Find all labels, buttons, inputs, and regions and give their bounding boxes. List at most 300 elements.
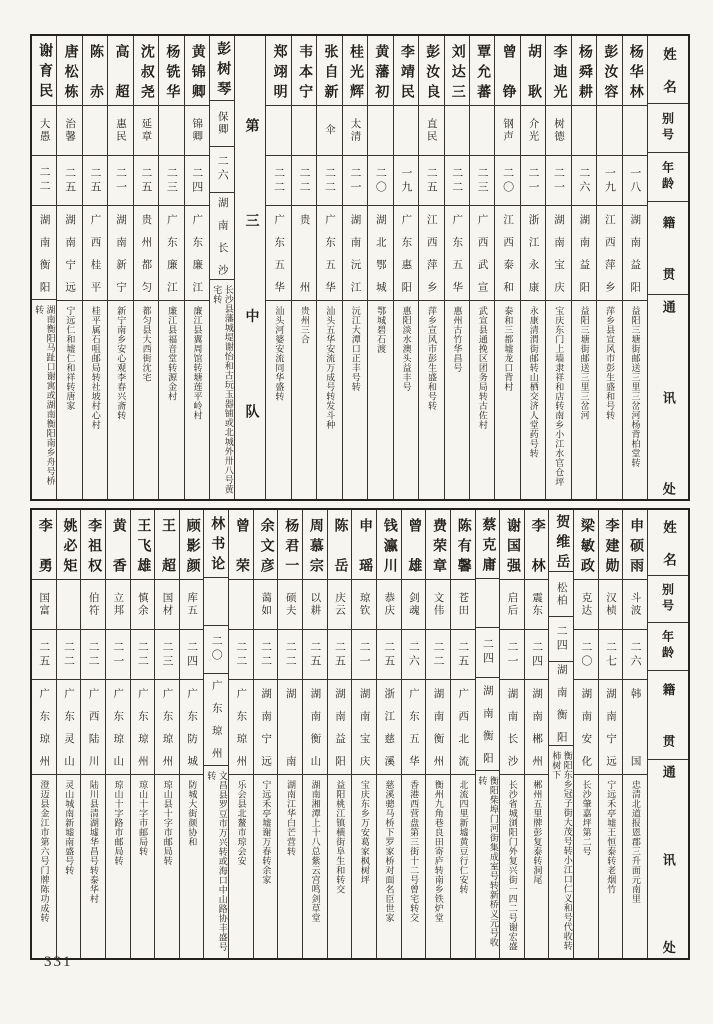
person-native-place: 江西萍乡 [603, 214, 615, 292]
person-alias-cell [402, 580, 426, 630]
person-address: 都匀县大西街沈宅 [141, 306, 152, 382]
person-column [499, 510, 524, 958]
person-native-place: 广西陆川 [87, 688, 99, 766]
person-age: 二二 [450, 166, 463, 195]
person-native-place: 广东五华 [273, 214, 285, 292]
header-cell-age [648, 623, 688, 670]
person-age-cell [57, 630, 81, 680]
person-age: 二五 [37, 640, 50, 669]
roster-table-lower [30, 508, 690, 960]
person-name-cell [599, 510, 623, 580]
person-native-place: 广东五华 [451, 214, 463, 292]
person-address: 忠清北道报恩郡三升面元南里 [630, 780, 641, 904]
person-age-cell [81, 630, 105, 680]
person-native-place: 湖南宁远 [64, 214, 76, 292]
person-address-cell [451, 775, 475, 958]
table-header-column [647, 36, 688, 499]
person-column [598, 510, 623, 958]
person-native-place: 广西桂平 [89, 214, 101, 292]
person-column [154, 510, 179, 958]
person-alias: 慎余 [136, 592, 148, 617]
person-age: 二〇 [210, 635, 223, 664]
person-address: 陆川县清湖墟华昌号转泰华村 [88, 780, 99, 904]
roster-table-upper [30, 34, 690, 501]
person-column [548, 510, 573, 958]
person-alias: 斗波 [629, 592, 641, 617]
person-address-cell [204, 766, 228, 958]
person-column [253, 510, 278, 958]
person-native-place: 湖南沅江 [349, 214, 361, 292]
person-native-place: 湖南宝庆 [552, 214, 564, 292]
person-age-cell [106, 630, 130, 680]
person-native-place: 湖南长沙 [216, 196, 228, 275]
person-address: 慈溪骢马桥下罗家桥对面名臣世家 [384, 780, 395, 923]
person-name: 曾荣 [233, 517, 249, 572]
person-native-place-cell [599, 680, 623, 775]
person-column [133, 36, 158, 499]
person-native-place-cell [352, 680, 376, 775]
person-native-place-cell [32, 206, 56, 301]
person-address: 汕头五华安流万成号转发斗种 [325, 306, 336, 430]
person-native-place: 广东琼州 [235, 688, 247, 766]
person-address-cell [521, 301, 545, 499]
person-native-place-cell [623, 680, 647, 775]
person-alias-cell [495, 106, 519, 156]
person-address-cell [419, 301, 443, 499]
person-native-place: 湖南新宁 [114, 214, 126, 292]
person-age: 二一 [527, 166, 540, 195]
person-age-cell [470, 156, 494, 206]
person-address: 衡州九角巷良田寄庐转南乡铁炉堂 [433, 780, 444, 923]
person-column [444, 36, 469, 499]
person-age-cell [597, 156, 621, 206]
person-alias-cell [623, 580, 647, 630]
person-name: 陈赤 [88, 43, 104, 98]
person-age-cell [108, 156, 132, 206]
person-age: 二六 [407, 640, 420, 669]
person-name: 杨铣华 [164, 43, 180, 98]
person-native-place-cell [210, 193, 234, 281]
person-age: 二〇 [501, 166, 514, 195]
person-name-cell [57, 510, 81, 580]
person-address-cell [57, 775, 81, 958]
person-address-cell [343, 301, 367, 499]
person-address: 乐会县北鳌市琼会安 [236, 780, 247, 866]
person-address: 澄迈县金江市第六号门牌陈功成转 [39, 780, 50, 923]
person-column [351, 510, 376, 958]
person-address: 防城大街颜协和 [187, 780, 198, 847]
person-column [228, 510, 253, 958]
person-alias-cell [229, 580, 253, 630]
person-name: 陈有馨 [455, 517, 471, 572]
person-age: 二七 [604, 640, 617, 669]
person-name: 王超 [160, 517, 175, 572]
person-address-cell [328, 775, 352, 958]
person-age: 二二 [259, 640, 272, 669]
person-age-cell [599, 630, 623, 680]
person-name-cell [32, 36, 56, 106]
person-address: 湖南湘潭上十八总紫云宫鸣剑草堂 [310, 780, 321, 923]
person-name: 刘达三 [449, 43, 465, 98]
person-address: 宁远禾亭墟谢万春转余家 [261, 780, 272, 885]
person-column [105, 510, 130, 958]
person-alias-cell [83, 106, 107, 156]
person-age: 二二 [298, 166, 311, 195]
person-age: 二五 [425, 166, 438, 195]
person-address-cell [292, 301, 316, 499]
person-alias-cell [155, 580, 179, 630]
person-native-place-cell [500, 680, 524, 775]
person-native-place: 广东惠阳 [400, 214, 412, 292]
person-name-cell [521, 36, 545, 106]
header-cell-address [648, 760, 688, 958]
page-number: 331 [44, 954, 73, 970]
person-native-place-cell [445, 206, 469, 301]
person-address: 桂平属石咀邮局转社坡村心村 [90, 306, 101, 430]
person-name: 杨君一 [283, 517, 299, 572]
person-age-cell [266, 156, 290, 206]
person-address-cell [402, 775, 426, 958]
person-name-cell [525, 510, 549, 580]
person-age-cell [394, 156, 418, 206]
person-alias-cell [377, 580, 401, 630]
person-alias: 钢声 [502, 118, 514, 143]
person-native-place-cell [159, 206, 183, 301]
person-native-place-cell [623, 206, 647, 301]
person-alias: 松柏 [555, 581, 567, 607]
person-name-cell [180, 510, 204, 580]
person-name: 高超 [113, 43, 129, 98]
person-column [342, 36, 367, 499]
header-label-address: 通讯处 [660, 765, 676, 954]
person-name: 杨舜耕 [576, 43, 592, 98]
person-native-place: 广东琼山 [112, 688, 124, 766]
person-column [450, 510, 475, 958]
person-column [425, 510, 450, 958]
person-age-cell [292, 156, 316, 206]
person-address-cell [303, 775, 327, 958]
person-address: 文昌县罗豆市万兴转或海口中山路协丰盛号转 [206, 770, 228, 952]
person-address: 宁远禾亭墟王恒泰转老烟竹 [606, 780, 617, 894]
person-name-cell [106, 510, 130, 580]
person-alias: 伞 [324, 124, 336, 137]
person-alias-cell [352, 580, 376, 630]
person-name: 胡耿 [526, 43, 542, 98]
person-native-place: 湖南衡山 [309, 688, 321, 766]
person-native-place: 广东五华 [324, 214, 336, 292]
person-column [277, 510, 302, 958]
person-column [179, 510, 204, 958]
person-age-cell [445, 156, 469, 206]
person-name: 李建勋 [603, 517, 619, 572]
person-native-place: 湖南宁远 [260, 688, 272, 766]
person-age: 二四 [185, 640, 198, 669]
person-address-cell [368, 301, 392, 499]
person-address: 北流四里新墟黄豆行仁安转 [458, 780, 469, 894]
person-native-place-cell [476, 678, 500, 772]
person-age: 二二 [284, 640, 297, 669]
person-native-place-cell [470, 206, 494, 301]
person-address-cell [106, 775, 130, 958]
person-age-cell [185, 156, 209, 206]
person-alias-cell [134, 106, 158, 156]
person-alias-cell [303, 580, 327, 630]
person-alias: 启后 [506, 592, 518, 617]
person-age: 二〇 [374, 166, 387, 195]
header-label-address: 通讯处 [660, 299, 676, 495]
person-alias: 保卿 [216, 110, 228, 136]
person-address: 郴州五里牌彭复泰转洞尾 [532, 780, 543, 885]
person-alias: 震东 [531, 592, 543, 617]
header-cell-alias [648, 576, 688, 623]
person-native-place-cell [572, 206, 596, 301]
person-name-cell [623, 36, 647, 106]
person-address: 惠阳淡水澳头益丰号 [401, 306, 412, 392]
person-address-cell [159, 301, 183, 499]
person-alias-cell [572, 106, 596, 156]
person-address: 益阳三塘街邮送三里三岔河杨背柏堂转 [630, 306, 641, 468]
person-native-place: 广西北流 [457, 688, 469, 766]
person-native-place: 湖南宝庆 [358, 688, 370, 766]
person-age-cell [574, 630, 598, 680]
person-age-cell [419, 156, 443, 206]
person-alias: 伯符 [87, 592, 99, 617]
person-name-cell [476, 510, 500, 579]
person-name: 覃允蕃 [475, 43, 491, 98]
person-address-cell [445, 301, 469, 499]
person-age: 二五 [382, 640, 395, 669]
person-name-cell [546, 36, 570, 106]
person-address: 衡阳柴埠门河街集成室号转新桥义元号收转 [477, 776, 499, 948]
person-name-cell [426, 510, 450, 580]
person-name: 林书论 [209, 516, 225, 571]
person-name: 王飞雄 [135, 517, 151, 572]
person-age: 二六 [629, 640, 642, 669]
person-native-place-cell [525, 680, 549, 775]
person-name-cell [254, 510, 278, 580]
person-name: 桂光辉 [347, 43, 363, 98]
person-column [82, 36, 107, 499]
person-alias: 庆云 [333, 592, 345, 617]
person-native-place-cell [328, 680, 352, 775]
header-label-alias: 别号 [660, 583, 675, 616]
person-name: 蔡克庸 [480, 516, 496, 571]
person-address-cell [81, 775, 105, 958]
person-name-cell [57, 36, 81, 106]
person-alias-cell [549, 572, 573, 617]
person-native-place-cell [317, 206, 341, 301]
person-name: 李迪光 [551, 43, 567, 98]
person-native-place-cell [546, 206, 570, 301]
person-alias-cell [32, 580, 56, 630]
person-name-cell [292, 36, 316, 106]
person-age-cell [180, 630, 204, 680]
person-native-place: 湖南益阳 [629, 214, 641, 292]
person-age: 一八 [628, 166, 641, 195]
squad-divider-label: 第三中队 [243, 117, 259, 418]
person-column [291, 36, 316, 499]
person-age: 二五 [308, 640, 321, 669]
person-address: 贵州三合 [299, 306, 310, 344]
person-native-place: 湖北鄂城 [374, 214, 386, 292]
person-native-place-cell [81, 680, 105, 775]
person-address-cell [377, 775, 401, 958]
person-address-cell [495, 301, 519, 499]
person-column [302, 510, 327, 958]
person-age: 二三 [165, 166, 178, 195]
person-address: 琼山县十字市邮局转 [162, 780, 173, 866]
person-address: 惠州古竹华昌号 [452, 306, 463, 373]
person-alias: 蔼如 [260, 592, 272, 617]
person-address-cell [185, 301, 209, 499]
person-name: 李靖民 [398, 43, 414, 98]
person-address-cell [500, 775, 524, 958]
person-address-cell [229, 775, 253, 958]
person-age-cell [549, 617, 573, 662]
person-column [316, 36, 341, 499]
person-age: 二二 [234, 640, 247, 669]
person-native-place: 湖南衡阳 [481, 684, 493, 763]
person-address-cell [525, 775, 549, 958]
person-column [494, 36, 519, 499]
person-native-place: 江西泰和 [502, 214, 514, 292]
person-alias-cell [368, 106, 392, 156]
person-column [158, 36, 183, 499]
person-alias-cell [106, 580, 130, 630]
person-column [524, 510, 549, 958]
person-name: 彭树琴 [215, 40, 231, 95]
person-name-cell [204, 510, 228, 578]
person-native-place: 湖南衡阳 [38, 213, 50, 292]
person-column [203, 510, 228, 958]
person-age: 二一 [358, 640, 371, 669]
person-age-cell [495, 156, 519, 206]
person-column [376, 510, 401, 958]
person-age: 二三 [161, 640, 173, 669]
person-name-cell [597, 36, 621, 106]
person-native-place: 湖南安化 [580, 688, 592, 766]
person-name: 姚必矩 [61, 517, 77, 572]
person-name: 黄香 [110, 517, 126, 572]
person-age-cell [204, 626, 228, 674]
person-name-cell [445, 36, 469, 106]
person-alias-cell [131, 580, 155, 630]
person-alias: 介光 [527, 118, 539, 143]
person-name-cell [278, 510, 302, 580]
person-alias-cell [57, 106, 81, 156]
person-alias-cell [57, 580, 81, 630]
person-alias-cell [317, 106, 341, 156]
person-alias-cell [599, 580, 623, 630]
person-age: 二一 [505, 640, 518, 669]
person-address-cell [278, 775, 302, 958]
person-age-cell [303, 630, 327, 680]
person-column [475, 510, 500, 958]
person-age-cell [317, 156, 341, 206]
person-address: 鄂城碧石渡 [376, 306, 387, 354]
person-name-cell [83, 36, 107, 106]
person-native-place-cell [597, 206, 621, 301]
person-name: 杨华林 [627, 43, 643, 98]
person-name: 李勇 [36, 517, 52, 572]
person-age: 二一 [348, 166, 361, 195]
person-name: 费荣章 [431, 517, 447, 572]
person-address-cell [426, 775, 450, 958]
person-name: 梁敏政 [578, 517, 594, 572]
person-column [32, 510, 56, 958]
person-age: 二四 [530, 640, 543, 669]
person-alias-cell [278, 580, 302, 630]
person-age: 二四 [190, 166, 203, 195]
person-address-cell [131, 775, 155, 958]
person-native-place: 广东琼州 [136, 688, 148, 766]
person-age-cell [83, 156, 107, 206]
person-age-cell [343, 156, 367, 206]
person-name: 申瑶 [357, 517, 373, 572]
person-alias-cell [180, 580, 204, 630]
person-native-place-cell [303, 680, 327, 775]
person-alias-cell [546, 106, 570, 156]
person-name-cell [623, 510, 647, 580]
person-native-place-cell [204, 674, 228, 766]
person-address: 新宁南乡安心观李春兴斋转 [116, 306, 127, 420]
person-native-place: 湖南衡州 [432, 688, 444, 766]
person-alias: 以耕 [309, 592, 321, 617]
person-alias-cell [108, 106, 132, 156]
person-column [107, 36, 132, 499]
person-native-place: 贵州都匀 [140, 214, 152, 292]
person-native-place-cell [377, 680, 401, 775]
person-alias-cell [470, 106, 494, 156]
person-native-place-cell [394, 206, 418, 301]
person-alias: 库五 [186, 592, 198, 617]
header-label-age: 年龄 [660, 161, 675, 194]
person-age-cell [402, 630, 426, 680]
person-age-cell [328, 630, 352, 680]
person-address: 长沙县藩城堤谢怡和古玩玉器铺或北城外卅八号黄宅转 [212, 285, 234, 495]
person-address-cell [180, 775, 204, 958]
person-age: 二五 [333, 640, 346, 669]
roster-tables [30, 34, 690, 960]
header-label-age: 年龄 [660, 630, 675, 663]
person-name-cell [574, 510, 598, 580]
person-address: 长沙肇嘉坪第二号 [581, 780, 592, 856]
person-address-cell [476, 771, 500, 958]
person-native-place: 湖南郴州 [531, 688, 543, 766]
person-address: 武宣县通挽区团务局转古佐村 [477, 306, 488, 430]
person-alias-cell [445, 106, 469, 156]
person-name-cell [185, 36, 209, 106]
person-native-place-cell [574, 680, 598, 775]
person-name-cell [343, 36, 367, 106]
header-cell-name [648, 510, 688, 576]
person-alias: 国富 [38, 592, 50, 617]
person-name: 黄锦卿 [189, 43, 205, 98]
person-alias-cell [597, 106, 621, 156]
person-name-cell [394, 36, 418, 106]
person-native-place: 广东琼州 [210, 680, 222, 759]
person-alias: 国材 [161, 592, 173, 617]
person-alias-cell [419, 106, 443, 156]
person-name: 曾雄 [406, 517, 422, 572]
person-age-cell [546, 156, 570, 206]
person-name: 韦本宁 [297, 43, 313, 98]
person-address: 衡阳东乡冠子街大茂号转小江口仁义和号代收转柿树下 [551, 751, 573, 951]
person-native-place-cell [106, 680, 130, 775]
person-age-cell [451, 630, 475, 680]
person-column [622, 36, 647, 499]
person-native-place: 湖南衡阳 [555, 664, 567, 743]
